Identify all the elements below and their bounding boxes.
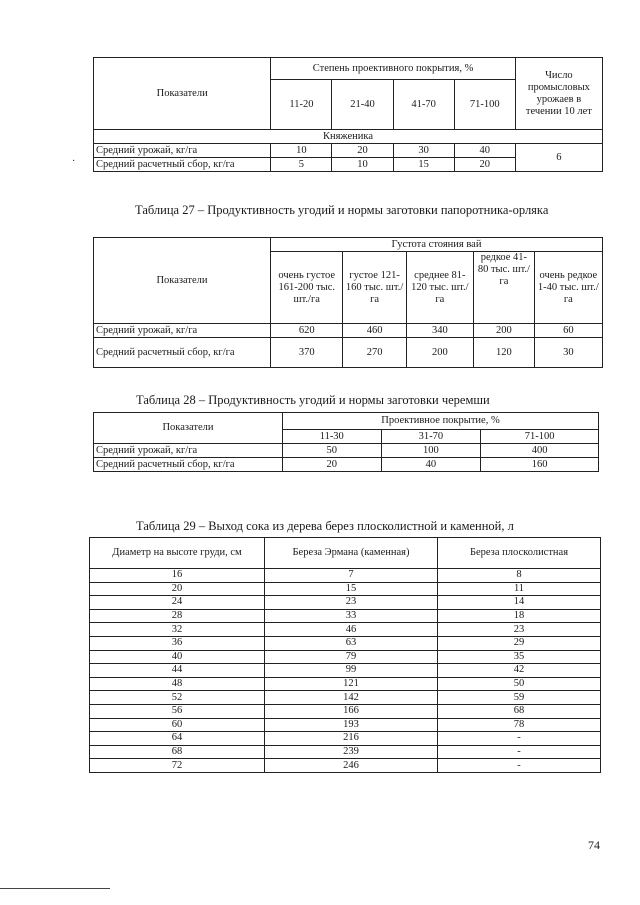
cell: 15 (393, 158, 454, 172)
cell: 20 (283, 458, 382, 472)
cell: 68 (90, 745, 265, 759)
cell: 193 (265, 718, 438, 732)
col-header: среднее 81-120 тыс. шт./га (406, 252, 473, 324)
table-row (90, 582, 601, 596)
table-row (90, 718, 601, 732)
table-row (90, 677, 601, 691)
table-row (90, 650, 601, 664)
header-coverage-group: Проективное покрытие, % (283, 413, 599, 430)
cell: 78 (438, 718, 601, 732)
header-flatleaf-birch: Береза плосколистная (438, 538, 601, 569)
row-label: Средний расчетный сбор, кг/га (94, 458, 283, 472)
cell: 7 (265, 569, 438, 583)
cell: 30 (393, 144, 454, 158)
table-row (90, 609, 601, 623)
cell: - (438, 759, 601, 773)
cell: 23 (438, 623, 601, 637)
cell: 121 (265, 677, 438, 691)
cell: 216 (265, 732, 438, 746)
table-row (90, 596, 601, 610)
col-header: 71-100 (481, 430, 599, 444)
cell: 36 (90, 636, 265, 650)
cell: 239 (265, 745, 438, 759)
table-paporotnik (93, 237, 603, 368)
col-header: очень редкое 1-40 тыс. шт./га (534, 252, 602, 324)
cell: 50 (438, 677, 601, 691)
cell: 72 (90, 759, 265, 773)
table-row (94, 324, 603, 338)
table-27-caption: Таблица 27 – Продуктивность угодий и нормы заготовки папоротника-орляка (135, 203, 549, 217)
cell: 68 (438, 704, 601, 718)
cell: 8 (438, 569, 601, 583)
cell: 29 (438, 636, 601, 650)
cell: 460 (343, 324, 406, 338)
cell: 16 (90, 569, 265, 583)
page-number: 74 (588, 838, 600, 852)
cell: 40 (90, 650, 265, 664)
row-label: Средний урожай, кг/га (94, 444, 283, 458)
cell: 5 (271, 158, 332, 172)
table-28-caption: Таблица 28 – Продуктивность угодий и нормы заготовки черемши (136, 393, 490, 407)
table-row (90, 636, 601, 650)
cell: 56 (90, 704, 265, 718)
header-indicators: Показатели (94, 413, 283, 444)
cell: 20 (332, 144, 393, 158)
cell: 270 (343, 338, 406, 368)
table-birch-sap (89, 537, 601, 773)
col-header: 71-100 (454, 80, 515, 130)
cell: 200 (406, 338, 473, 368)
cell: 50 (283, 444, 382, 458)
cell: 246 (265, 759, 438, 773)
cell: 52 (90, 691, 265, 705)
cell: 63 (265, 636, 438, 650)
cell: 20 (90, 582, 265, 596)
cell: 99 (265, 664, 438, 678)
table-row (90, 691, 601, 705)
cell: 340 (406, 324, 473, 338)
cell: 11 (438, 582, 601, 596)
cell: 160 (481, 458, 599, 472)
cell: 23 (265, 596, 438, 610)
cell: 14 (438, 596, 601, 610)
cell: 30 (534, 338, 602, 368)
cell: - (438, 732, 601, 746)
cell: 40 (381, 458, 481, 472)
margin-dot: · (72, 156, 76, 167)
table-row (90, 704, 601, 718)
cell: 200 (474, 324, 535, 338)
cell: 10 (332, 158, 393, 172)
header-erman-birch: Береза Эрмана (каменная) (265, 538, 438, 569)
cell: 60 (90, 718, 265, 732)
cell: 59 (438, 691, 601, 705)
footnote-rule (0, 888, 110, 889)
cell: 15 (265, 582, 438, 596)
table-row (90, 759, 601, 773)
table-29-caption: Таблица 29 – Выход сока из дерева берез плосколистной и каменной, л (136, 519, 514, 533)
cell: 40 (454, 144, 515, 158)
cell: 100 (381, 444, 481, 458)
cell-harvests: 6 (515, 144, 602, 172)
table-row (90, 745, 601, 759)
col-header: 11-30 (283, 430, 382, 444)
col-header: 31-70 (381, 430, 481, 444)
section-title: Княженика (94, 130, 603, 144)
cell: 33 (265, 609, 438, 623)
row-label: Средний расчетный сбор, кг/га (94, 338, 271, 368)
header-indicators: Показатели (94, 238, 271, 324)
col-header: 21-40 (332, 80, 393, 130)
table-row (90, 732, 601, 746)
header-diameter: Диаметр на высоте груди, см (90, 538, 265, 569)
cell: 64 (90, 732, 265, 746)
table-row (94, 458, 599, 472)
cell: 370 (271, 338, 343, 368)
table-row (94, 338, 603, 368)
col-header: 41-70 (393, 80, 454, 130)
cell: 60 (534, 324, 602, 338)
cell: 35 (438, 650, 601, 664)
row-label: Средний урожай, кг/га (94, 144, 271, 158)
table-row (90, 664, 601, 678)
cell: - (438, 745, 601, 759)
cell: 42 (438, 664, 601, 678)
cell: 120 (474, 338, 535, 368)
header-indicators: Показатели (94, 58, 271, 130)
header-harvest-count: Число промысловых урожаев в течении 10 лет (515, 58, 602, 130)
cell: 79 (265, 650, 438, 664)
header-coverage-group: Степень проективного покрытия, % (271, 58, 515, 80)
table-kniazhenika (93, 57, 603, 172)
cell: 142 (265, 691, 438, 705)
cell: 620 (271, 324, 343, 338)
cell: 24 (90, 596, 265, 610)
cell: 10 (271, 144, 332, 158)
cell: 18 (438, 609, 601, 623)
row-label: Средний урожай, кг/га (94, 324, 271, 338)
table-row (94, 444, 599, 458)
cell: 400 (481, 444, 599, 458)
cell: 32 (90, 623, 265, 637)
table-row (94, 144, 603, 158)
row-label: Средний расчетный сбор, кг/га (94, 158, 271, 172)
cell: 166 (265, 704, 438, 718)
cell: 44 (90, 664, 265, 678)
col-header: очень густое 161-200 тыс. шт./га (271, 252, 343, 324)
table-row (90, 623, 601, 637)
table-cheremsha (93, 412, 599, 472)
cell: 48 (90, 677, 265, 691)
col-header: 11-20 (271, 80, 332, 130)
col-header: редкое 41-80 тыс. шт./га (474, 252, 535, 324)
table-row (90, 569, 601, 583)
cell: 46 (265, 623, 438, 637)
col-header: густое 121-160 тыс. шт./га (343, 252, 406, 324)
cell: 20 (454, 158, 515, 172)
cell: 28 (90, 609, 265, 623)
header-density-group: Густота стояния вай (271, 238, 603, 252)
